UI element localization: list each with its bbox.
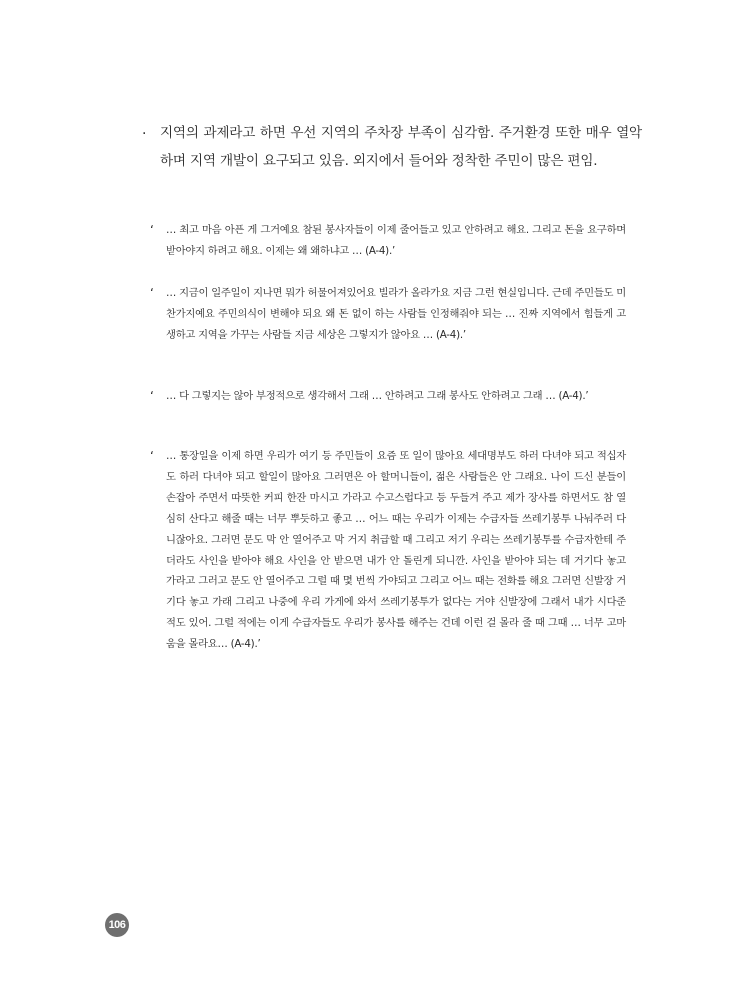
interview-quote	[150, 386, 626, 407]
page-number-badge: 106	[105, 913, 129, 937]
quote-text: … 통장일을 이제 하면 우리가 여기 등 주민들이 요즘 또 일이 많아요 세대명부도 하러 다녀야 되고 적십자도 하러 다녀야 되고 할일이 많아요 그러면은 아 할머니들이, 젊은 사람들은 안 그래요. 나이 드신 분들이 손잡아 주면서 따뜻한 커피 한잔 마시고 가라고 수고스럽다고 등 두들겨 주고 제가 장사를 하면서도 참 열심히 산다고 해줄 때는 너무 뿌듯하고 좋고 … 어느 때는 우리가 이제는 수급자들 쓰레기봉투 나눠주러 다니잖아요. 그러면 문도 막 안 열어주고 막 거지 취급할 때 그리고 저기 우리는 쓰레기봉투를 수급자한테 주더라도 사인을 받아야 해요 사인을 안 받으면 내가 안 돌린게 되니깐. 사인을 받아야 되는 데 거기다 놓고 가라고 그러고 문도 안 열어주고 그럴 때 몇 번씩 가야되고 그리고 어느 때는 전화를 해요 그러면 신발장 거기다 놓고 가래 그리고 나중에 우리 가게에 와서 쓰레기봉투가 없다는 거야 신발장에 그래서 내가 시다준 적도 있어. 그럴 적에는 이게 수급자들도 우리가 봉사를 해주는 건데 이런 걸 몰라 줄 때 그때 … 너무 고마움을 몰라요… (A-4).’	[166, 450, 626, 651]
quote-mark: ‘	[150, 449, 154, 463]
summary-paragraph: 지역의 과제라고 하면 우선 지역의 주차장 부족이 심각함. 주거환경 또한 매우 열악하며 지역 개발이 요구되고 있음. 외지에서 들어와 정착한 주민이 많은 편임.	[160, 125, 642, 169]
quote-text: … 최고 마음 아픈 게 그거예요 참된 봉사자들이 이제 줄어들고 있고 안하려고 해요. 그리고 돈을 요구하며 받아야지 하려고 해요. 이제는 왜 왜하냐고 … (A-4).’	[166, 224, 626, 257]
quote-text: … 다 그렇지는 않아 부정적으로 생각해서 그래 … 안하려고 그래 봉사도 안하려고 그래 … (A-4).’	[166, 390, 589, 402]
quote-mark: ‘	[150, 286, 154, 300]
interview-quote	[150, 283, 626, 346]
bullet-mark: ·	[142, 126, 147, 142]
interview-quote	[150, 220, 626, 262]
quote-mark: ‘	[150, 389, 154, 403]
summary-bullet	[142, 120, 642, 175]
quote-mark: ‘	[150, 223, 154, 237]
quote-text: … 지금이 일주일이 지나면 뭐가 허물어져있어요 빌라가 올라가요 지금 그런 현실입니다. 근데 주민들도 미찬가지예요 주민의식이 변해야 되요 왜 돈 없이 하는 사람들 인정해줘야 되는 … 진짜 지역에서 힘들게 고생하고 지역을 가꾸는 사람들 지금 세상은 그렇지가 않아요 … (A-4).’	[166, 287, 626, 341]
interview-quote	[150, 446, 626, 655]
